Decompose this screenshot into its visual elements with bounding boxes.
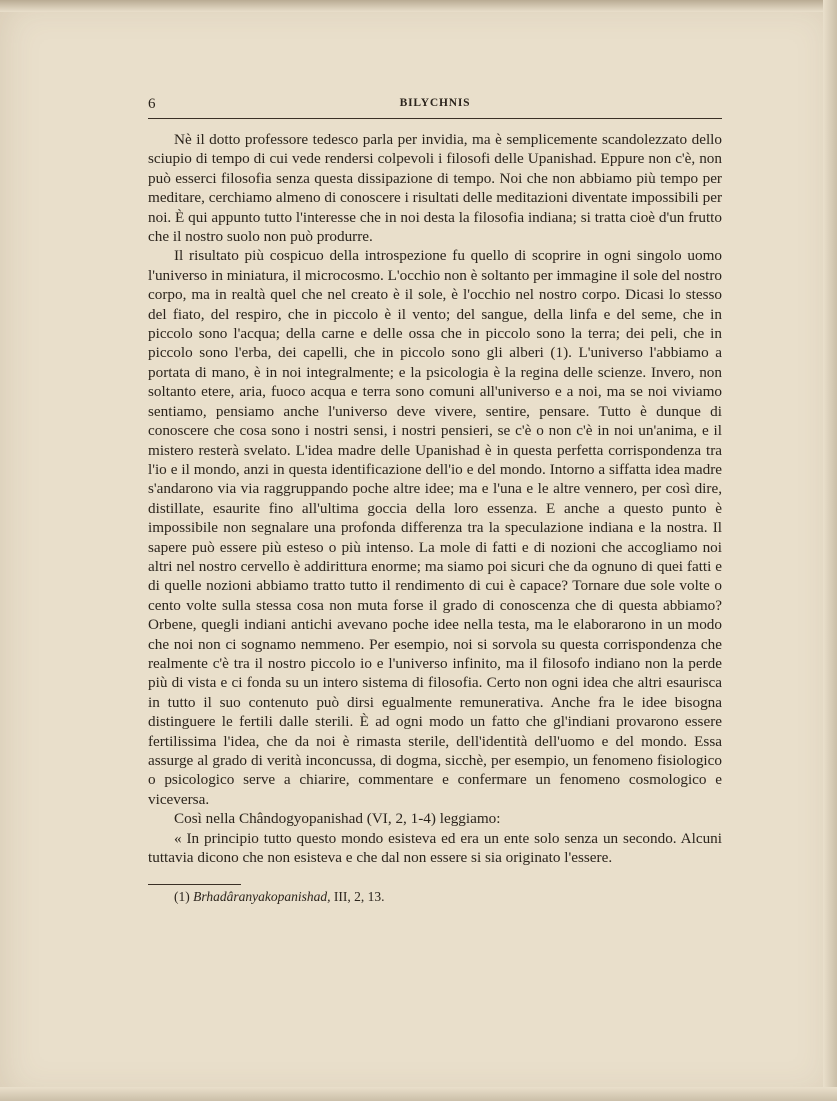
footnote xyxy=(174,888,722,906)
body-text xyxy=(148,130,722,867)
page-number: 6 xyxy=(148,96,156,112)
footnote-rule xyxy=(148,884,241,885)
header-rule xyxy=(148,118,722,119)
paragraph-3: Così nella Chândogyopanishad (VI, 2, 1-4) leggiamo: xyxy=(174,810,501,828)
page-bottom-edge xyxy=(0,1087,837,1101)
paragraph-1: Nè il dotto professore tedesco parla per invidia, ma è semplicemente scandolezzato dello sciupio di tempo di cui vede rendersi colpevoli i filosofi delle Upanishad. Eppure non c'è, non può esserci filosofia senza questa dissipazione di tempo. Noi che non abbiamo più tempo per meditare, cerchiamo almeno di conoscere i risultati delle meditazioni diventate impossibili per noi. È qui appunto tutto l'interesse che in noi desta la filosofia indiana; si tratta cioè d'un frutto che il nostro suolo non può produrre. xyxy=(148,131,722,246)
footnote-title: Brhadâranyakopanishad, xyxy=(193,889,331,904)
page-right-edge xyxy=(823,0,837,1101)
page-top-edge xyxy=(0,0,837,12)
running-title: BILYCHNIS xyxy=(399,97,471,109)
page-header xyxy=(148,96,722,116)
footnote-marker: (1) xyxy=(174,889,190,904)
paragraph-4: « In principio tutto questo mondo esisteva ed era un ente solo senza un secondo. Alcuni tuttavia dicono che non esisteva e che dal non essere si sia originato l'essere. xyxy=(148,829,722,867)
footnote-reference: III, 2, 13. xyxy=(333,889,385,904)
paragraph-2: Il risultato più cospicuo della introspezione fu quello di scoprire in ogni singolo uomo l'universo in miniatura, il microcosmo. L'occhio non è soltanto per immagine il sole del nostro corpo, ma in realtà quel che nel creato è il sole, è l'occhio nel nostro corpo. Dicasi lo stesso del fiato, del respiro, che in piccolo è il vento; del sangue, della linfa e del seme, che in piccolo sono l'acqua; della carne e delle ossa che in piccolo sono la terra; dei peli, che in piccolo sono l'erba, dei capelli, che in piccolo sono gli alberi (1). L'universo l'abbiamo a portata di mano, è in noi integralmente; e la psicologia è la regina delle scienze. Invero, non soltanto etere, aria, fuoco acqua e terra sono comuni all'universo e a noi, ma se noi viviamo sentiamo, pensiamo anche l'universo deve vivere, sentire, pensare. Tutto è dunque di conoscere che cosa sono i nostri sensi, i nostri pensieri, se c'è o non c'è in noi un'anima, e il mistero resterà svelato. L'idea madre delle Upanishad è in questa perfetta corrispondenza tra l'io e il mondo, anzi in questa identificazione dell'io e del mondo. Intorno a siffatta idea madre s'andarono via via raggruppando poche altre idee; ma e l'una e le altre vennero, per così dire, distillate, esaurite fino all'ultima goccia della loro essenza. E anche a questo punto è impossibile non segnalare una profonda differenza tra la speculazione indiana e la nostra. Il sapere può essere più esteso o più intenso. La mole di fatti e di nozioni che accogliamo noi altri nel nostro cervello è addirittura enorme; ma siamo poi sicuri che da ognuno di quei fatti e di quelle nozioni abbiamo tratto tutto il rendimento di cui è capace? Tornare due sole volte o cento volte sulla stessa cosa non muta forse il grado di conoscenza che di questa abbiamo? Orbene, quegli indiani antichi avevano poche idee nella testa, ma le elaborarono in un modo che noi non ci sognamo nemmeno. Per esempio, noi si sorvola su questa corrispondenza che realmente c'è tra il nostro piccolo io e l'universo infinito, ma il filosofo indiano non la perde più di vista e ci fonda su un intero sistema di filosofia. Certo non ogni idea che altri esaurisca in tutto il suo contenuto può dirsi egualmente remunerativa. Anche fra le idee bisogna distinguere le fertili dalle sterili. È ad ogni modo un fatto che gl'indiani provarono essere fertilissima l'idea, che da noi è rimasta sterile, dell'identità dell'uomo e del mondo. Essa assurge al grado di verità inconcussa, di dogma, sicchè, per esempio, un fenomeno fisiologico o psicologico serve a chiarire, commentare e confermare un fenomeno cosmologico e viceversa. xyxy=(148,247,722,808)
